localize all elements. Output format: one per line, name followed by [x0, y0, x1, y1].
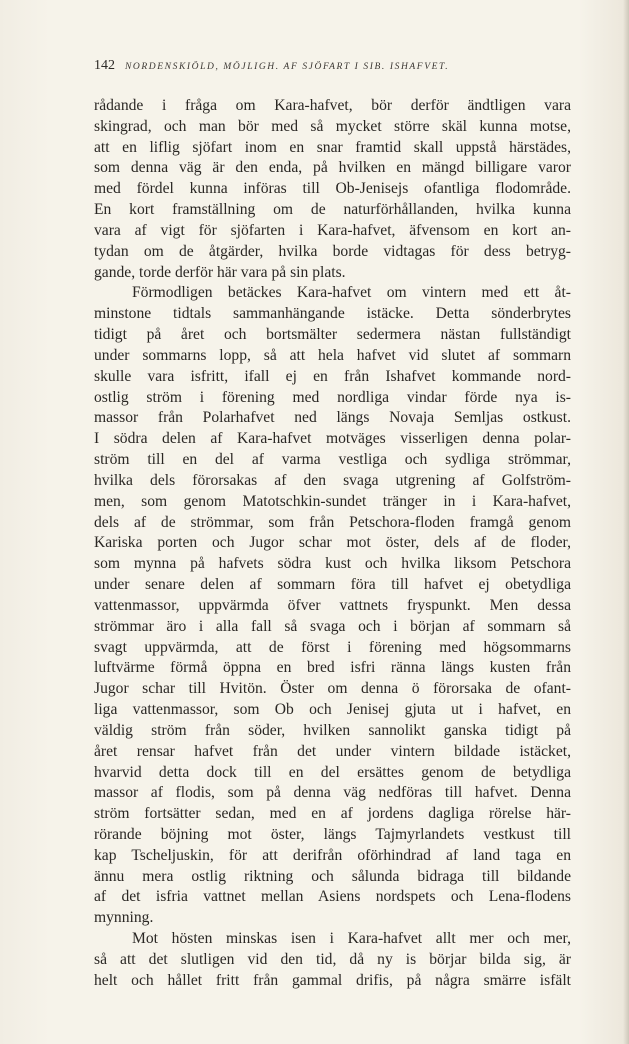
- page-number: 142: [94, 58, 115, 73]
- text-line: som mynna på hafvets södra kust och hvilka liksom Petschora: [94, 555, 571, 573]
- text-line: som denna väg är den enda, på hvilken en mängd billigare varor: [94, 159, 571, 177]
- text-line: men, som genom Matotschkin-sundet tränger in i Kara-hafvet,: [94, 492, 571, 510]
- text-line: rörande böjning mot öster, längs Tajmyrlandets vestkust till: [94, 825, 571, 843]
- text-line: så att det slutligen vid den tid, då ny is börjar bilda sig, är: [94, 950, 571, 968]
- text-line: strömmar äro i alla fall så svaga och i början af sommarn så: [94, 617, 571, 635]
- text-line: med fördel kunna införas till Ob-Jenisejs ofantliga flodområde.: [94, 180, 571, 198]
- text-line: ostlig ström i förening med nordliga vindar förde nya is-: [94, 388, 571, 406]
- text-line: vattenmassor, uppvärmda öfver vattnets fryspunkt. Men dessa: [94, 596, 571, 614]
- text-line: massor af flodis, som på denna väg nedföras till hafvet. Denna: [94, 784, 571, 802]
- text-line: Förmodligen betäckes Kara-hafvet om vintern med ett åt-: [132, 284, 571, 302]
- text-line: I södra delen af Kara-hafvet motväges visserligen denna polar-: [94, 430, 571, 448]
- text-line: Mot hösten minskas isen i Kara-hafvet allt mer och mer,: [132, 930, 571, 948]
- text-line: ännu mera ostlig riktning och sålunda bidraga till bildande: [94, 867, 571, 885]
- text-line: rådande i fråga om Kara-hafvet, bör derför ändtligen vara: [94, 97, 571, 114]
- text-line: svagt uppvärmda, att de först i förening med högsommarns: [94, 638, 571, 656]
- text-line: väldig ström från söder, hvilken sannolikt ganska tidigt på: [94, 721, 571, 739]
- text-line: hvarvid detta dock till en del ersättes genom de betydliga: [94, 763, 571, 781]
- text-line: vara af vigt för sjöfarten i Kara-hafvet, äfvensom en kort an-: [94, 221, 571, 239]
- text-line: under sommarns lopp, så att hela hafvet vid slutet af sommarn: [94, 346, 571, 364]
- text-line: under senare delen af sommarn föra till hafvet ej obetydliga: [94, 576, 571, 594]
- text-line: Kariska porten och Jugor schar mot öster, dels af de floder,: [94, 534, 571, 552]
- text-line: massor från Polarhafvet ned längs Novaja Semljas ostkust.: [94, 409, 571, 427]
- text-line: gande, torde derför här vara på sin plats.: [94, 263, 346, 281]
- text-line: tidigt på året och bortsmälter sedermera nästan fullständigt: [94, 326, 571, 344]
- text-line: hvilka dels förorsakas af den svaga utgrening af Golfström-: [94, 471, 571, 489]
- running-title: NORDENSKIÖLD, MÖJLIGH. AF SJÖFART I SIB. ISHAFVET.: [125, 62, 450, 72]
- body-text: [94, 96, 571, 992]
- text-line: dels af de strömmar, som från Petschora-floden framgå genom: [94, 513, 571, 531]
- text-line: af det isfria vattnet mellan Asiens nordspets och Lena-flodens: [94, 888, 571, 906]
- text-line: helt och hållet fritt från gammal drifis, på några smärre isfält: [94, 971, 571, 989]
- text-line: minstone tidtals sammanhängande istäcke. Detta sönderbrytes: [94, 305, 571, 323]
- text-line: ström till en del af varma vestliga och sydliga strömmar,: [94, 451, 571, 469]
- text-line: att en liflig sjöfart inom en snar framtid skall uppstå härstädes,: [94, 138, 571, 156]
- text-line: luftvärme förmå öppna en bred isfri ränna längs kusten från: [94, 659, 571, 677]
- text-line: tydan om de åtgärder, hvilka borde vidtagas för dess betryg-: [94, 242, 571, 260]
- page-edge-shadow: [623, 0, 629, 1044]
- running-head: [94, 58, 569, 80]
- text-line: skulle vara isfritt, ifall ej en från Ishafvet kommande nord-: [94, 367, 571, 385]
- text-line: ström fortsätter sedan, med en af jordens dagliga rörelse här-: [94, 805, 571, 823]
- text-line: Jugor schar till Hvitön. Öster om denna ö förorsaka de ofant-: [94, 680, 571, 698]
- text-line: mynning.: [94, 909, 154, 927]
- text-line: liga vattenmassor, som Ob och Jenisej gjuta ut i hafvet, en: [94, 701, 571, 719]
- text-line: skingrad, och man bör med så mycket större skäl kunna motse,: [94, 117, 571, 135]
- text-line: kap Tscheljuskin, för att derifrån oförhindrad af land taga en: [94, 846, 571, 864]
- text-line: året rensar hafvet från det under vintern bildade istäcket,: [94, 742, 571, 760]
- text-line: En kort framställning om de naturförhållanden, hvilka kunna: [94, 201, 571, 219]
